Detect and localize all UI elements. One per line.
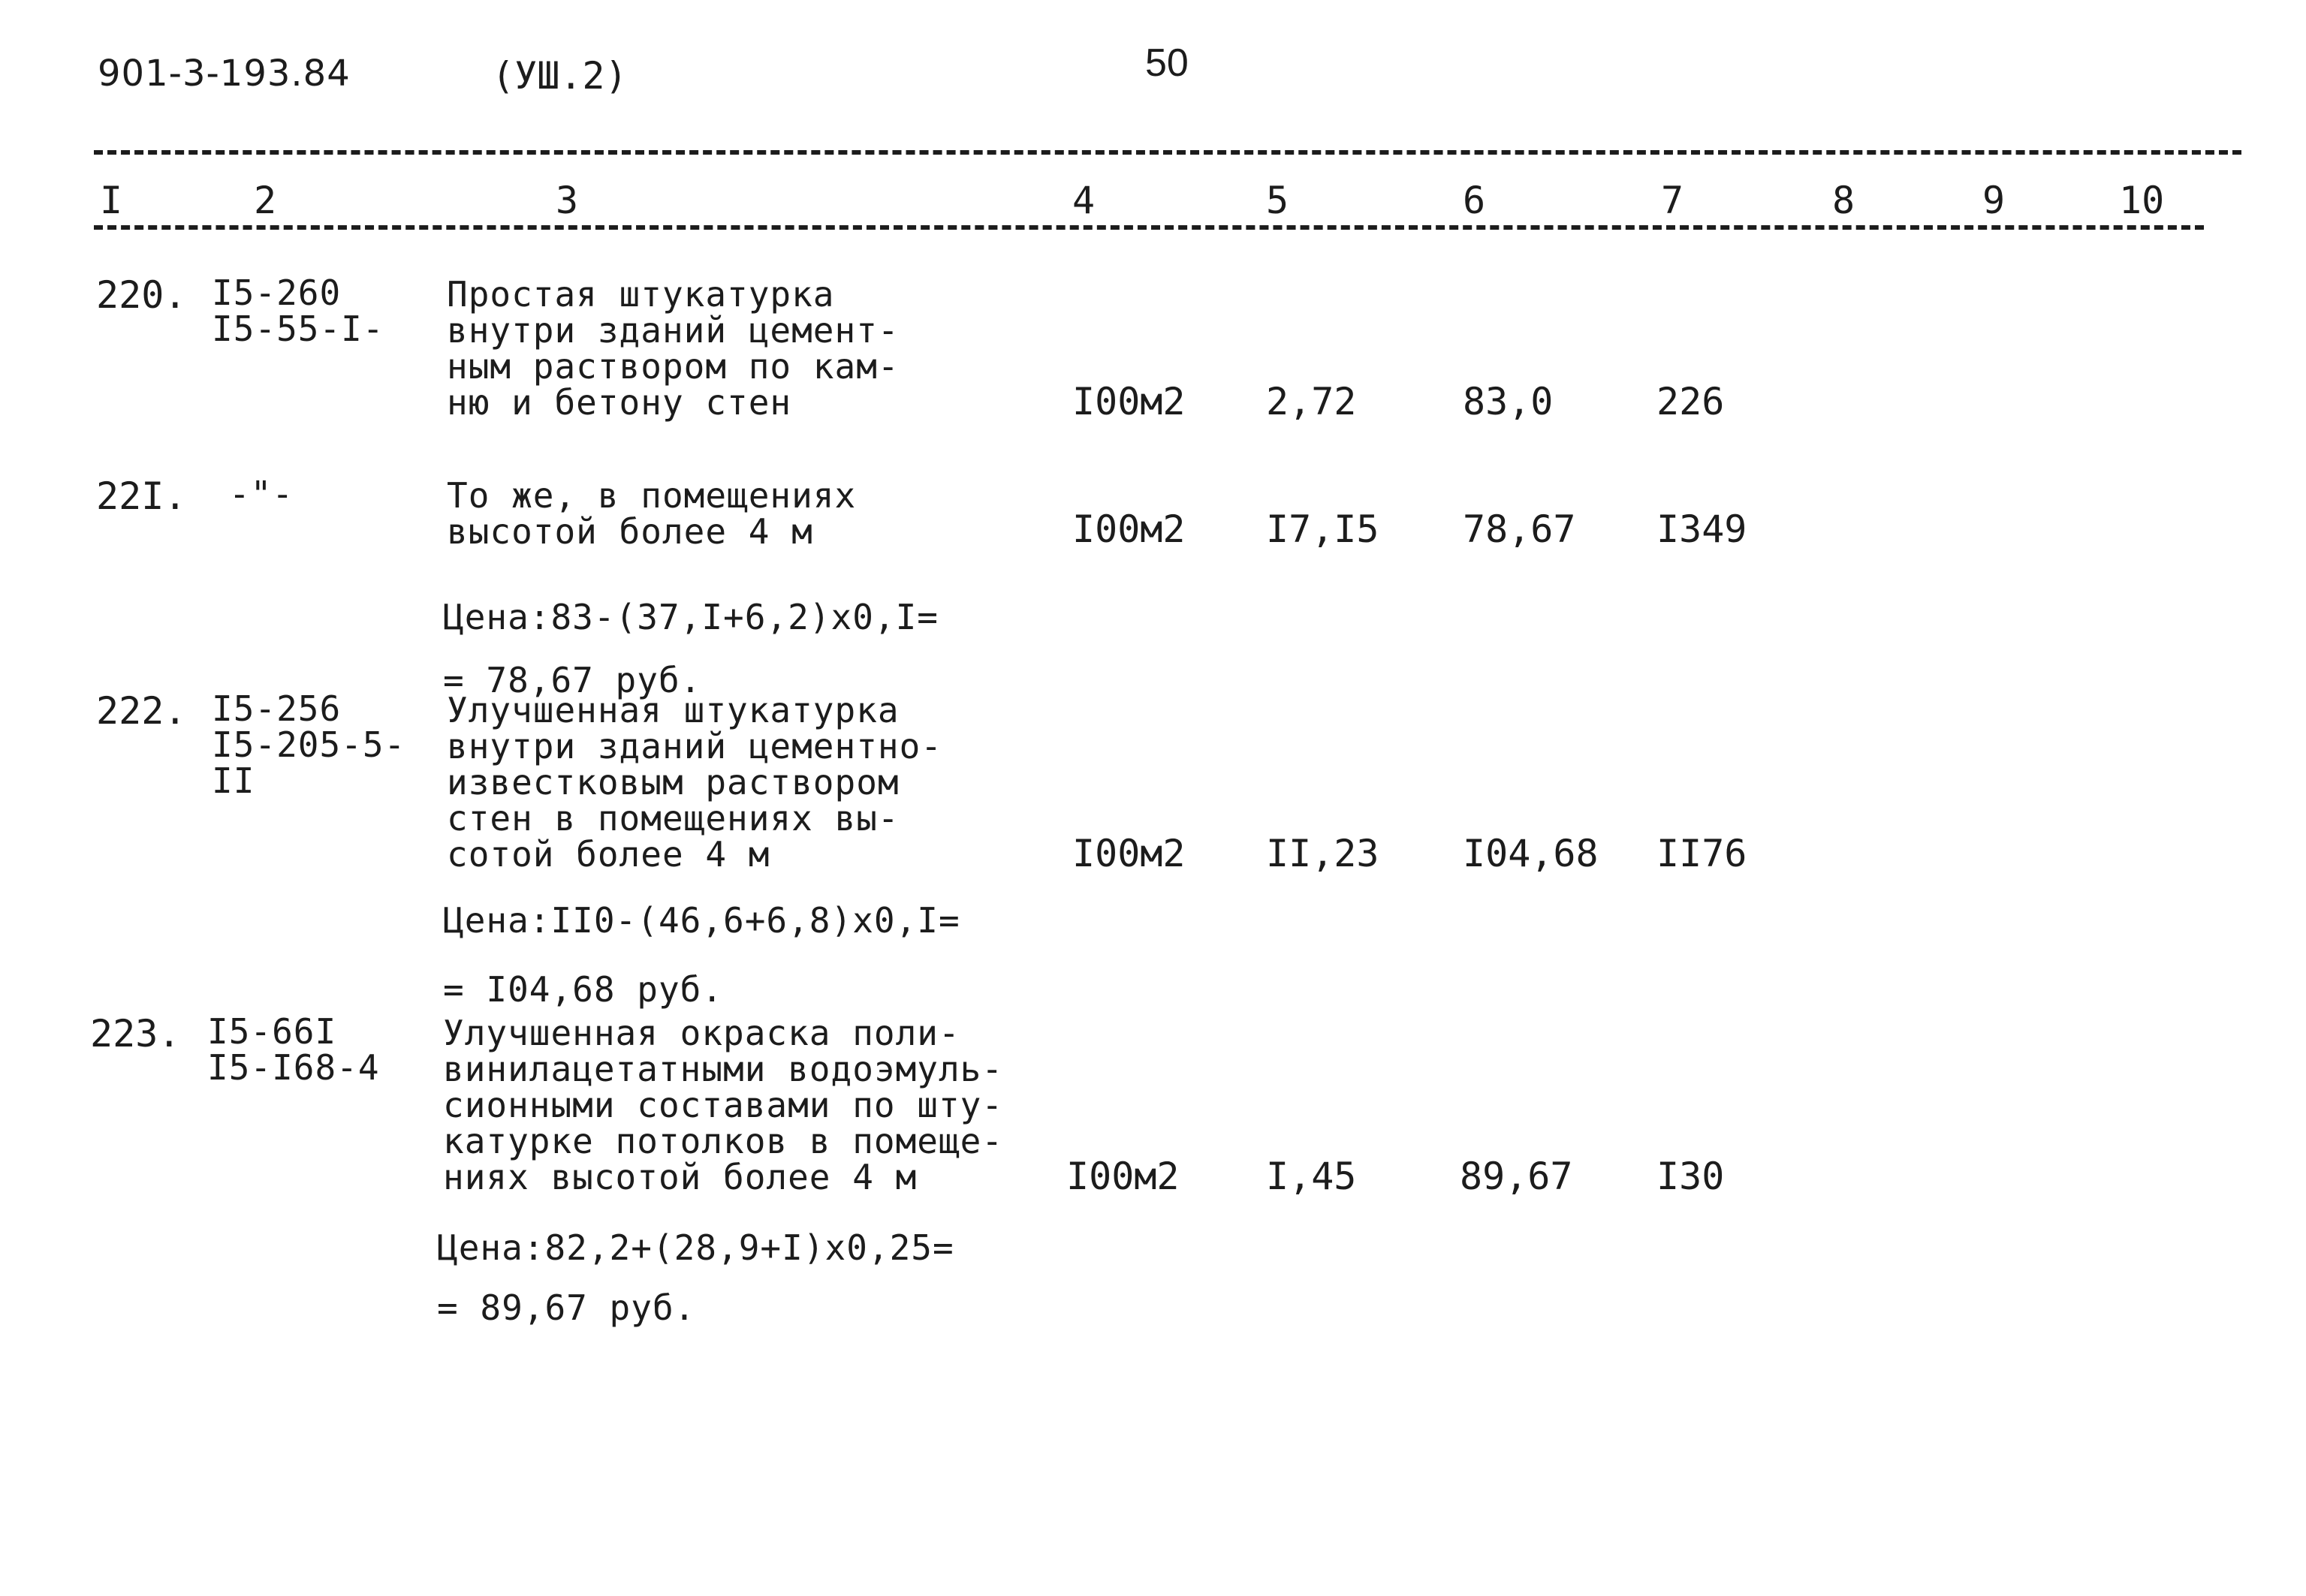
row-codes: I5-66I I5-I68-4 bbox=[207, 1011, 380, 1088]
row-codes: -"- bbox=[229, 474, 294, 514]
column-number: 9 bbox=[1982, 179, 2006, 222]
row-quantity: I7,I5 bbox=[1266, 507, 1379, 551]
column-number: 10 bbox=[2119, 179, 2165, 222]
row-total: II76 bbox=[1656, 832, 1747, 875]
row-description: Простая штукатурка внутри зданий цемент- ным раствором по кам- ню и бетону стен bbox=[447, 274, 900, 423]
column-number: 2 bbox=[254, 179, 277, 222]
header-top-rule bbox=[94, 150, 2241, 155]
row-total: I349 bbox=[1656, 507, 1747, 551]
album-number: (УШ.2) bbox=[492, 54, 628, 98]
column-number: 6 bbox=[1463, 179, 1486, 222]
price-calculation: Цена:83-(37,I+6,2)x0,I= = 78,67 руб. bbox=[443, 597, 939, 700]
header-bottom-rule bbox=[94, 225, 2204, 230]
row-unit: I00м2 bbox=[1072, 507, 1186, 551]
row-total: I30 bbox=[1656, 1155, 1725, 1198]
row-codes: I5-260 I5-55-I- bbox=[212, 273, 384, 349]
column-number: 8 bbox=[1832, 179, 1855, 222]
price-calculation: Цена:82,2+(28,9+I)x0,25= = 89,67 руб. bbox=[437, 1227, 954, 1328]
row-price: 83,0 bbox=[1463, 380, 1554, 423]
row-unit: I00м2 bbox=[1072, 380, 1186, 423]
row-index: 223. bbox=[90, 1012, 181, 1055]
row-total: 226 bbox=[1656, 380, 1725, 423]
row-quantity: 2,72 bbox=[1266, 380, 1357, 423]
column-number: 7 bbox=[1661, 179, 1684, 222]
row-codes: I5-256 I5-205-5- II bbox=[212, 688, 406, 801]
row-unit: I00м2 bbox=[1072, 832, 1186, 875]
row-index: 222. bbox=[96, 689, 187, 733]
row-quantity: II,23 bbox=[1266, 832, 1379, 875]
column-number: 3 bbox=[556, 179, 579, 222]
row-price: I04,68 bbox=[1463, 832, 1599, 875]
page-number: 50 bbox=[1145, 41, 1189, 85]
row-index: 22I. bbox=[96, 474, 187, 518]
row-description: Улучшенная окраска поли- винилацетатными водоэмуль- сионными составами по шту- катурке потолков в помеще- ниях высотой более 4 м bbox=[443, 1013, 1004, 1197]
row-description: Улучшенная штукатурка внутри зданий цементно- известковым раствором стен в помещениях вы- сотой более 4 м bbox=[447, 690, 942, 875]
column-number: 4 bbox=[1072, 179, 1096, 222]
price-calculation: Цена:II0-(46,6+6,8)x0,I= = I04,68 руб. bbox=[443, 900, 960, 1010]
row-index: 220. bbox=[96, 273, 187, 317]
column-number: 5 bbox=[1266, 179, 1289, 222]
row-quantity: I,45 bbox=[1266, 1155, 1357, 1198]
row-unit: I00м2 bbox=[1066, 1155, 1180, 1198]
document-code: 901-3-193.84 bbox=[98, 53, 351, 95]
column-number: I bbox=[100, 179, 123, 222]
row-description: То же, в помещениях высотой более 4 м bbox=[447, 475, 857, 552]
row-price: 89,67 bbox=[1460, 1155, 1573, 1198]
row-price: 78,67 bbox=[1463, 507, 1576, 551]
